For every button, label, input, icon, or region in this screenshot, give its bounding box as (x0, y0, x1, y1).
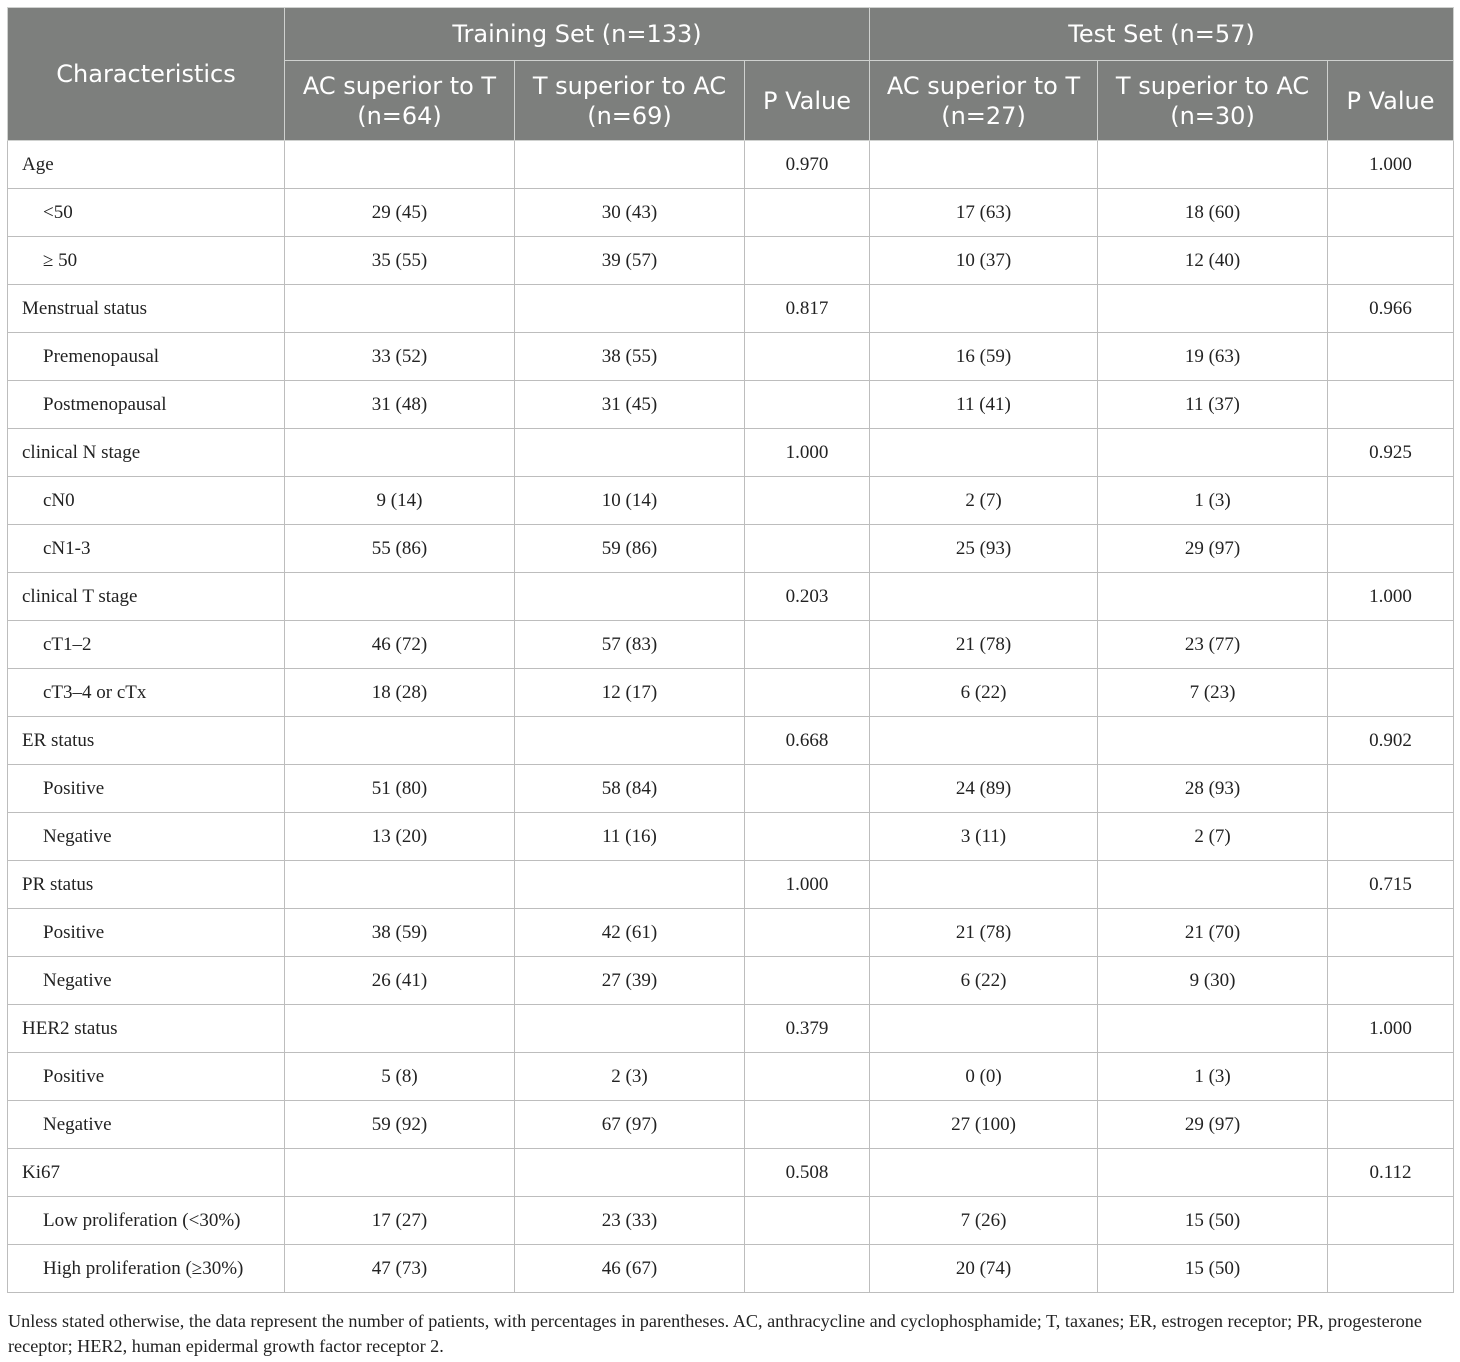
table-row (8, 381, 1454, 429)
cell-train-ac (285, 861, 515, 909)
cell-test-p (1328, 1101, 1454, 1149)
table-row (8, 1197, 1454, 1245)
cell-test-t: 29 (97) (1098, 525, 1328, 573)
table-footnote: Unless stated otherwise, the data represent the number of patients, with percentages in parentheses. AC, anthracycline and cyclophosphamide; T, taxanes; ER, estrogen receptor; PR, progesterone receptor; HER2, human epidermal growth factor receptor 2. (8, 1311, 1422, 1356)
cell-train-ac (285, 1005, 515, 1053)
cell-test-ac (870, 573, 1098, 621)
cell-test-t (1098, 429, 1328, 477)
table-row (8, 765, 1454, 813)
header-characteristics: Characteristics (8, 8, 285, 141)
cell-train-p: 0.508 (745, 1149, 870, 1197)
cell-train-p (745, 477, 870, 525)
cell-train-ac: 47 (73) (285, 1245, 515, 1293)
cell-test-p (1328, 189, 1454, 237)
cell-test-p: 1.000 (1328, 1005, 1454, 1053)
header-train-t: T superior to AC (n=69) (515, 61, 745, 141)
category-label: HER2 status (8, 1005, 285, 1053)
subcategory-label: Negative (8, 1101, 285, 1149)
cell-test-t (1098, 1149, 1328, 1197)
cell-test-ac (870, 285, 1098, 333)
table-row (8, 861, 1454, 909)
subcategory-label: <50 (8, 189, 285, 237)
cell-train-t: 10 (14) (515, 477, 745, 525)
cell-train-t: 27 (39) (515, 957, 745, 1005)
cell-train-t: 2 (3) (515, 1053, 745, 1101)
cell-test-p (1328, 381, 1454, 429)
cell-train-ac: 17 (27) (285, 1197, 515, 1245)
cell-train-t: 58 (84) (515, 765, 745, 813)
cell-train-t: 23 (33) (515, 1197, 745, 1245)
cell-train-ac: 35 (55) (285, 237, 515, 285)
cell-test-t (1098, 141, 1328, 189)
cell-train-ac (285, 1149, 515, 1197)
subcategory-label: Negative (8, 957, 285, 1005)
category-label: Ki67 (8, 1149, 285, 1197)
cell-test-ac: 3 (11) (870, 813, 1098, 861)
cell-test-ac (870, 717, 1098, 765)
table-body (8, 141, 1454, 1293)
cell-test-t: 2 (7) (1098, 813, 1328, 861)
cell-train-t (515, 717, 745, 765)
cell-train-p (745, 237, 870, 285)
cell-test-t: 1 (3) (1098, 1053, 1328, 1101)
cell-test-p (1328, 333, 1454, 381)
cell-test-ac (870, 861, 1098, 909)
cell-test-ac (870, 141, 1098, 189)
cell-train-p (745, 1245, 870, 1293)
cell-test-p: 0.902 (1328, 717, 1454, 765)
cell-test-p (1328, 621, 1454, 669)
cell-train-p: 0.203 (745, 573, 870, 621)
cell-train-p: 1.000 (745, 429, 870, 477)
cell-train-ac: 55 (86) (285, 525, 515, 573)
cell-train-p (745, 957, 870, 1005)
cell-test-t: 9 (30) (1098, 957, 1328, 1005)
table-row (8, 957, 1454, 1005)
cell-train-t: 46 (67) (515, 1245, 745, 1293)
cell-train-ac (285, 429, 515, 477)
cell-test-ac: 6 (22) (870, 669, 1098, 717)
category-label: ER status (8, 717, 285, 765)
header-test-set: Test Set (n=57) (870, 8, 1454, 61)
cell-test-ac: 25 (93) (870, 525, 1098, 573)
cell-test-p (1328, 909, 1454, 957)
cell-train-p: 0.379 (745, 1005, 870, 1053)
cell-test-ac: 17 (63) (870, 189, 1098, 237)
cell-test-ac: 20 (74) (870, 1245, 1098, 1293)
table-row (8, 717, 1454, 765)
cell-test-t: 7 (23) (1098, 669, 1328, 717)
table-container (7, 7, 1453, 1293)
cell-test-p (1328, 237, 1454, 285)
cell-train-p (745, 909, 870, 957)
cell-train-t: 31 (45) (515, 381, 745, 429)
cell-train-t (515, 141, 745, 189)
header-training-set: Training Set (n=133) (285, 8, 870, 61)
cell-test-ac (870, 1149, 1098, 1197)
cell-test-t: 15 (50) (1098, 1245, 1328, 1293)
category-label: clinical T stage (8, 573, 285, 621)
cell-train-ac (285, 285, 515, 333)
table-row (8, 237, 1454, 285)
cell-test-p: 1.000 (1328, 573, 1454, 621)
cell-test-t: 15 (50) (1098, 1197, 1328, 1245)
cell-train-ac: 29 (45) (285, 189, 515, 237)
cell-train-t (515, 861, 745, 909)
cell-test-p (1328, 525, 1454, 573)
subcategory-label: cT1–2 (8, 621, 285, 669)
cell-test-t (1098, 861, 1328, 909)
subcategory-label: Low proliferation (<30%) (8, 1197, 285, 1245)
cell-train-p (745, 333, 870, 381)
cell-train-t: 11 (16) (515, 813, 745, 861)
cell-train-ac: 33 (52) (285, 333, 515, 381)
cell-train-p (745, 1197, 870, 1245)
cell-train-p: 0.817 (745, 285, 870, 333)
cell-test-ac: 7 (26) (870, 1197, 1098, 1245)
table-row (8, 141, 1454, 189)
subcategory-label: Negative (8, 813, 285, 861)
table-row (8, 621, 1454, 669)
cell-test-p (1328, 1197, 1454, 1245)
cell-test-ac: 6 (22) (870, 957, 1098, 1005)
cell-train-p (745, 765, 870, 813)
cell-train-ac: 38 (59) (285, 909, 515, 957)
cell-test-t (1098, 1005, 1328, 1053)
cell-test-ac: 0 (0) (870, 1053, 1098, 1101)
category-label: clinical N stage (8, 429, 285, 477)
cell-test-p: 0.966 (1328, 285, 1454, 333)
subcategory-label: Positive (8, 909, 285, 957)
cell-train-p: 1.000 (745, 861, 870, 909)
cell-test-t (1098, 285, 1328, 333)
cell-test-t: 28 (93) (1098, 765, 1328, 813)
cell-train-ac: 26 (41) (285, 957, 515, 1005)
cell-train-t (515, 429, 745, 477)
subcategory-label: High proliferation (≥30%) (8, 1245, 285, 1293)
cell-test-p: 0.112 (1328, 1149, 1454, 1197)
header-test-p: P Value (1328, 61, 1454, 141)
characteristics-table (7, 7, 1454, 1293)
cell-train-ac (285, 141, 515, 189)
cell-train-t (515, 1149, 745, 1197)
cell-train-p (745, 621, 870, 669)
cell-train-ac (285, 717, 515, 765)
cell-test-p (1328, 813, 1454, 861)
table-row (8, 813, 1454, 861)
table-row (8, 909, 1454, 957)
cell-train-t (515, 1005, 745, 1053)
table-row (8, 1053, 1454, 1101)
header-test-t: T superior to AC (n=30) (1098, 61, 1328, 141)
cell-train-p (745, 189, 870, 237)
cell-train-ac: 59 (92) (285, 1101, 515, 1149)
category-label: Menstrual status (8, 285, 285, 333)
subcategory-label: ≥ 50 (8, 237, 285, 285)
cell-train-ac (285, 573, 515, 621)
cell-train-p (745, 1053, 870, 1101)
cell-test-ac: 21 (78) (870, 909, 1098, 957)
table-row (8, 525, 1454, 573)
cell-test-t: 12 (40) (1098, 237, 1328, 285)
category-label: PR status (8, 861, 285, 909)
cell-test-p: 1.000 (1328, 141, 1454, 189)
cell-test-p: 0.715 (1328, 861, 1454, 909)
cell-test-p: 0.925 (1328, 429, 1454, 477)
table-row (8, 669, 1454, 717)
cell-test-ac (870, 429, 1098, 477)
subcategory-label: cT3–4 or cTx (8, 669, 285, 717)
cell-train-ac: 46 (72) (285, 621, 515, 669)
table-header (8, 8, 1454, 141)
cell-train-p (745, 525, 870, 573)
table-row (8, 477, 1454, 525)
cell-test-t (1098, 717, 1328, 765)
cell-train-t: 59 (86) (515, 525, 745, 573)
cell-train-ac: 13 (20) (285, 813, 515, 861)
cell-test-t: 29 (97) (1098, 1101, 1328, 1149)
cell-test-ac: 11 (41) (870, 381, 1098, 429)
table-row (8, 1245, 1454, 1293)
cell-train-t: 42 (61) (515, 909, 745, 957)
cell-test-p (1328, 477, 1454, 525)
cell-test-p (1328, 1053, 1454, 1101)
cell-test-p (1328, 669, 1454, 717)
cell-train-t (515, 285, 745, 333)
subcategory-label: Positive (8, 765, 285, 813)
cell-train-t: 30 (43) (515, 189, 745, 237)
cell-test-p (1328, 1245, 1454, 1293)
cell-train-t: 38 (55) (515, 333, 745, 381)
cell-train-ac: 9 (14) (285, 477, 515, 525)
cell-test-ac (870, 1005, 1098, 1053)
cell-train-t: 57 (83) (515, 621, 745, 669)
cell-train-p: 0.668 (745, 717, 870, 765)
cell-test-p (1328, 765, 1454, 813)
cell-test-p (1328, 957, 1454, 1005)
category-label: Age (8, 141, 285, 189)
cell-test-ac: 27 (100) (870, 1101, 1098, 1149)
table-row (8, 429, 1454, 477)
cell-train-ac: 5 (8) (285, 1053, 515, 1101)
cell-train-p (745, 381, 870, 429)
cell-test-ac: 2 (7) (870, 477, 1098, 525)
subcategory-label: cN1-3 (8, 525, 285, 573)
cell-train-t: 12 (17) (515, 669, 745, 717)
cell-train-p (745, 813, 870, 861)
cell-train-ac: 18 (28) (285, 669, 515, 717)
table-row (8, 1005, 1454, 1053)
cell-train-t: 39 (57) (515, 237, 745, 285)
cell-test-ac: 10 (37) (870, 237, 1098, 285)
cell-train-p (745, 669, 870, 717)
cell-test-t: 19 (63) (1098, 333, 1328, 381)
cell-train-t: 67 (97) (515, 1101, 745, 1149)
table-row (8, 1101, 1454, 1149)
subcategory-label: cN0 (8, 477, 285, 525)
subcategory-label: Positive (8, 1053, 285, 1101)
cell-train-p (745, 1101, 870, 1149)
table-row (8, 1149, 1454, 1197)
cell-test-t: 18 (60) (1098, 189, 1328, 237)
table-row (8, 573, 1454, 621)
cell-test-t: 11 (37) (1098, 381, 1328, 429)
header-test-ac: AC superior to T (n=27) (870, 61, 1098, 141)
cell-test-ac: 21 (78) (870, 621, 1098, 669)
table-row (8, 189, 1454, 237)
header-train-ac: AC superior to T (n=64) (285, 61, 515, 141)
cell-test-t (1098, 573, 1328, 621)
cell-test-t: 21 (70) (1098, 909, 1328, 957)
cell-train-t (515, 573, 745, 621)
cell-test-ac: 24 (89) (870, 765, 1098, 813)
header-train-p: P Value (745, 61, 870, 141)
cell-train-ac: 31 (48) (285, 381, 515, 429)
table-row (8, 285, 1454, 333)
cell-test-t: 1 (3) (1098, 477, 1328, 525)
cell-train-p: 0.970 (745, 141, 870, 189)
subcategory-label: Postmenopausal (8, 381, 285, 429)
table-row (8, 333, 1454, 381)
cell-test-t: 23 (77) (1098, 621, 1328, 669)
cell-test-ac: 16 (59) (870, 333, 1098, 381)
subcategory-label: Premenopausal (8, 333, 285, 381)
cell-train-ac: 51 (80) (285, 765, 515, 813)
